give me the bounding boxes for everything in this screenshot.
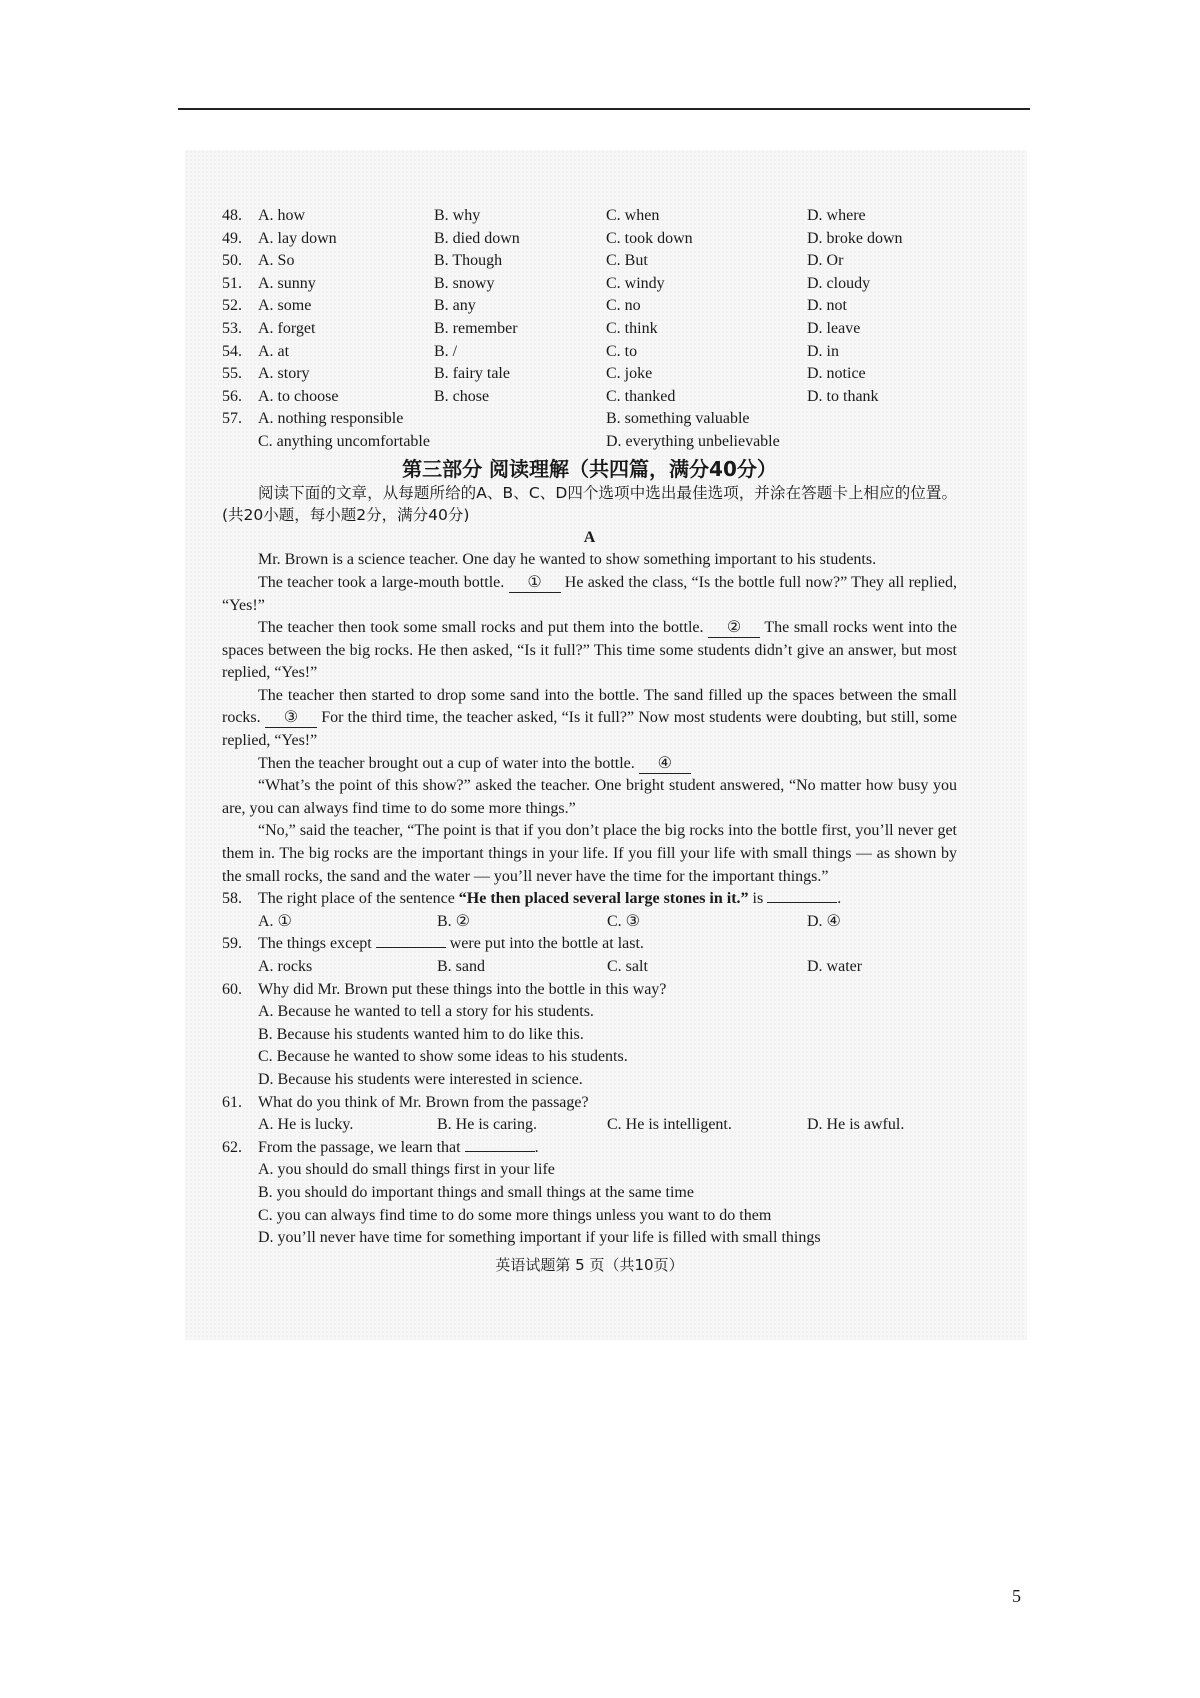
option-d: D. in bbox=[807, 342, 839, 360]
option-a: A. rocks bbox=[258, 958, 313, 975]
option-d: D. notice bbox=[807, 365, 866, 383]
option-b: B. Though bbox=[434, 252, 503, 270]
question-61 bbox=[222, 1092, 957, 1137]
option-a: A. ① bbox=[258, 912, 292, 930]
question-number: 59. bbox=[222, 935, 242, 953]
option-row-48 bbox=[222, 205, 957, 228]
option-a: A. He is lucky. bbox=[258, 1116, 354, 1134]
passage-text: The teacher took a large-mouth bottle. bbox=[258, 573, 505, 591]
question-stem: The right place of the sentence bbox=[258, 890, 455, 908]
option-row-57-cont bbox=[222, 431, 957, 454]
option-c: C. thanked bbox=[606, 387, 676, 405]
option-row-52 bbox=[222, 295, 957, 318]
section-instructions: 阅读下面的文章，从每题所给的A、B、C、D四个选项中选出最佳选项，并涂在答题卡上相应的位置。(共20小题，每小题2分，满分40分) bbox=[222, 483, 957, 525]
passage-paragraph-7: “No,” said the teacher, “The point is that if you don’t place the big rocks into the bottle first, you’ll never get them in. The big rocks are the important things in your life. If you fill your life with small things — as shown by the small rocks, the sand and the water — you’ll never have the time for the important things.” bbox=[222, 822, 957, 885]
option-b: B. snowy bbox=[434, 274, 495, 292]
option-c: C. ③ bbox=[607, 912, 641, 930]
reading-passage bbox=[222, 549, 957, 888]
question-stem: The things except bbox=[258, 935, 372, 953]
question-number: 51. bbox=[222, 274, 242, 292]
option-b: B. why bbox=[434, 207, 481, 224]
option-row-55 bbox=[222, 363, 957, 386]
question-stem: Why did Mr. Brown put these things into the bottle in this way? bbox=[258, 980, 667, 998]
question-62: 62. From the passage, we learn that . A. you should do small things first in your life B. you should do important things and small things at the same time C. you can always find time to do some more things unless you want to do them D. you’ll never have time for something important if your life is filled with small things bbox=[222, 1137, 957, 1250]
option-d: D. He is awful. bbox=[807, 1116, 905, 1134]
option-c: C. anything uncomfortable bbox=[258, 432, 430, 450]
passage-blank-3: ③ bbox=[265, 709, 317, 728]
question-number: 56. bbox=[222, 387, 242, 405]
option-c: C. salt bbox=[607, 958, 648, 975]
option-d: D. leave bbox=[807, 319, 861, 337]
question-number: 62. bbox=[222, 1138, 242, 1156]
option-row-49 bbox=[222, 228, 957, 251]
option-d: D. where bbox=[807, 207, 866, 224]
passage-text: The teacher then took some small rocks and put them into the bottle. bbox=[258, 619, 704, 637]
passage-blank-2: ② bbox=[708, 619, 760, 638]
option-a: A. at bbox=[258, 342, 290, 360]
question-59 bbox=[222, 933, 957, 978]
option-b: B. ② bbox=[437, 912, 471, 930]
option-d: D. not bbox=[807, 297, 847, 315]
option-b: B. Because his students wanted him to do like this. bbox=[258, 1025, 584, 1043]
passage-text: The small rocks went into the spaces between the big rocks. He then asked, “Is it full?” This time some students didn’t give an answer, but most replied, “Yes!” bbox=[222, 619, 957, 682]
option-a: A. nothing responsible bbox=[258, 410, 404, 428]
question-60 bbox=[222, 979, 957, 1092]
option-row-54 bbox=[222, 341, 957, 364]
option-b: B. He is caring. bbox=[437, 1116, 537, 1134]
option-d: D. water bbox=[807, 958, 863, 975]
option-c: C. you can always find time to do some more things unless you want to do them bbox=[258, 1206, 772, 1224]
question-number: 50. bbox=[222, 252, 242, 270]
section-title: 第三部分 阅读理解（共四篇，满分40分） bbox=[402, 456, 777, 481]
question-number: 52. bbox=[222, 297, 242, 315]
question-stem: were put into the bottle at last. bbox=[449, 935, 644, 953]
cloze-options-grid bbox=[222, 205, 957, 454]
option-row-53 bbox=[222, 318, 957, 341]
option-d: D. ④ bbox=[807, 912, 841, 930]
option-b: B. fairy tale bbox=[434, 365, 510, 383]
option-a: A. some bbox=[258, 297, 312, 315]
question-58: 58. The right place of the sentence “He then placed several large stones in it.” is . A. ① B. ② C. ③ D. ④ bbox=[222, 888, 957, 933]
option-a: A. you should do small things first in your life bbox=[258, 1161, 555, 1179]
exam-content bbox=[222, 205, 957, 1276]
passage-text: For the third time, the teacher asked, “Is it full?” Now most students were doubting, but still, some replied, “Yes!” bbox=[222, 709, 958, 750]
option-c: C. to bbox=[606, 342, 638, 360]
passage-paragraph-2 bbox=[222, 572, 957, 617]
option-b: B. any bbox=[434, 297, 476, 315]
question-number: 58. bbox=[222, 890, 242, 908]
option-b: B. remember bbox=[434, 319, 518, 337]
page-number: 5 bbox=[1012, 1586, 1021, 1606]
passage-paragraph-6: “What’s the point of this show?” asked the teacher. One bright student answered, “No matter how busy you are, you can always find time to do some more things.” bbox=[222, 777, 957, 817]
passage-paragraph-5 bbox=[222, 753, 957, 776]
passage-text: Then the teacher brought out a cup of water into the bottle. bbox=[258, 754, 635, 772]
option-b: B. died down bbox=[434, 229, 520, 247]
question-stem-quote: “He then placed several large stones in it.” bbox=[458, 890, 749, 908]
option-d: D. Or bbox=[807, 252, 844, 270]
question-number: 61. bbox=[222, 1093, 242, 1111]
question-stem: From the passage, we learn that bbox=[258, 1138, 461, 1156]
option-d: D. cloudy bbox=[807, 274, 871, 292]
header-rule bbox=[178, 108, 1030, 110]
option-row-50 bbox=[222, 250, 957, 273]
question-stem: is bbox=[752, 890, 764, 908]
option-a: A. how bbox=[258, 207, 306, 224]
option-d: D. to thank bbox=[807, 387, 879, 405]
page-footer: 英语试题第 5 页（共10页） bbox=[495, 1255, 684, 1274]
question-number: 53. bbox=[222, 319, 242, 337]
option-c: C. when bbox=[606, 207, 660, 224]
option-c: C. joke bbox=[606, 365, 653, 383]
question-number: 57. bbox=[222, 410, 242, 428]
option-row-57 bbox=[222, 408, 957, 431]
option-b: B. you should do important things and small things at the same time bbox=[258, 1183, 694, 1201]
option-d: D. you’ll never have time for something important if your life is filled with small things bbox=[258, 1229, 821, 1247]
question-stem: What do you think of Mr. Brown from the passage? bbox=[258, 1093, 589, 1111]
option-c: C. no bbox=[606, 297, 641, 315]
question-number: 55. bbox=[222, 365, 242, 383]
option-a: A. lay down bbox=[258, 229, 337, 247]
option-a: A. Because he wanted to tell a story for his students. bbox=[258, 1003, 594, 1021]
option-d: D. Because his students were interested in science. bbox=[258, 1070, 583, 1088]
option-c: C. windy bbox=[606, 274, 665, 292]
option-b: B. sand bbox=[437, 958, 485, 975]
option-row-51 bbox=[222, 273, 957, 296]
option-c: C. He is intelligent. bbox=[607, 1116, 732, 1134]
option-a: A. sunny bbox=[258, 274, 316, 292]
question-number: 60. bbox=[222, 980, 242, 998]
passage-label: A bbox=[583, 528, 596, 546]
passage-paragraph-1: Mr. Brown is a science teacher. One day he wanted to show something important to his students. bbox=[258, 551, 877, 569]
option-b: B. / bbox=[434, 342, 458, 360]
passage-paragraph-3 bbox=[222, 617, 957, 685]
option-c: C. think bbox=[606, 319, 658, 337]
passage-text: He asked the class, “Is the bottle full now?” They all replied, “Yes!” bbox=[222, 573, 957, 614]
passage-blank-4: ④ bbox=[639, 755, 691, 774]
question-number: 48. bbox=[222, 207, 242, 224]
option-c: C. Because he wanted to show some ideas to his students. bbox=[258, 1048, 628, 1066]
passage-paragraph-4 bbox=[222, 685, 957, 753]
passage-text: The teacher then started to drop some sand into the bottle. The sand filled up the spaces between the small rocks. bbox=[222, 686, 957, 727]
answer-blank bbox=[465, 1137, 535, 1152]
option-row-56 bbox=[222, 386, 957, 409]
option-a: A. story bbox=[258, 365, 310, 383]
option-a: A. to choose bbox=[258, 387, 339, 405]
option-b: B. something valuable bbox=[606, 410, 750, 428]
passage-blank-1: ① bbox=[509, 574, 561, 593]
option-c: C. But bbox=[606, 252, 648, 270]
option-c: C. took down bbox=[606, 229, 693, 247]
option-a: A. forget bbox=[258, 319, 316, 337]
answer-blank bbox=[767, 888, 837, 903]
option-b: B. chose bbox=[434, 387, 490, 405]
answer-blank bbox=[376, 933, 446, 948]
option-d: D. broke down bbox=[807, 229, 903, 247]
question-number: 49. bbox=[222, 229, 242, 247]
option-a: A. So bbox=[258, 252, 295, 270]
option-d: D. everything unbelievable bbox=[606, 432, 780, 450]
question-number: 54. bbox=[222, 342, 242, 360]
